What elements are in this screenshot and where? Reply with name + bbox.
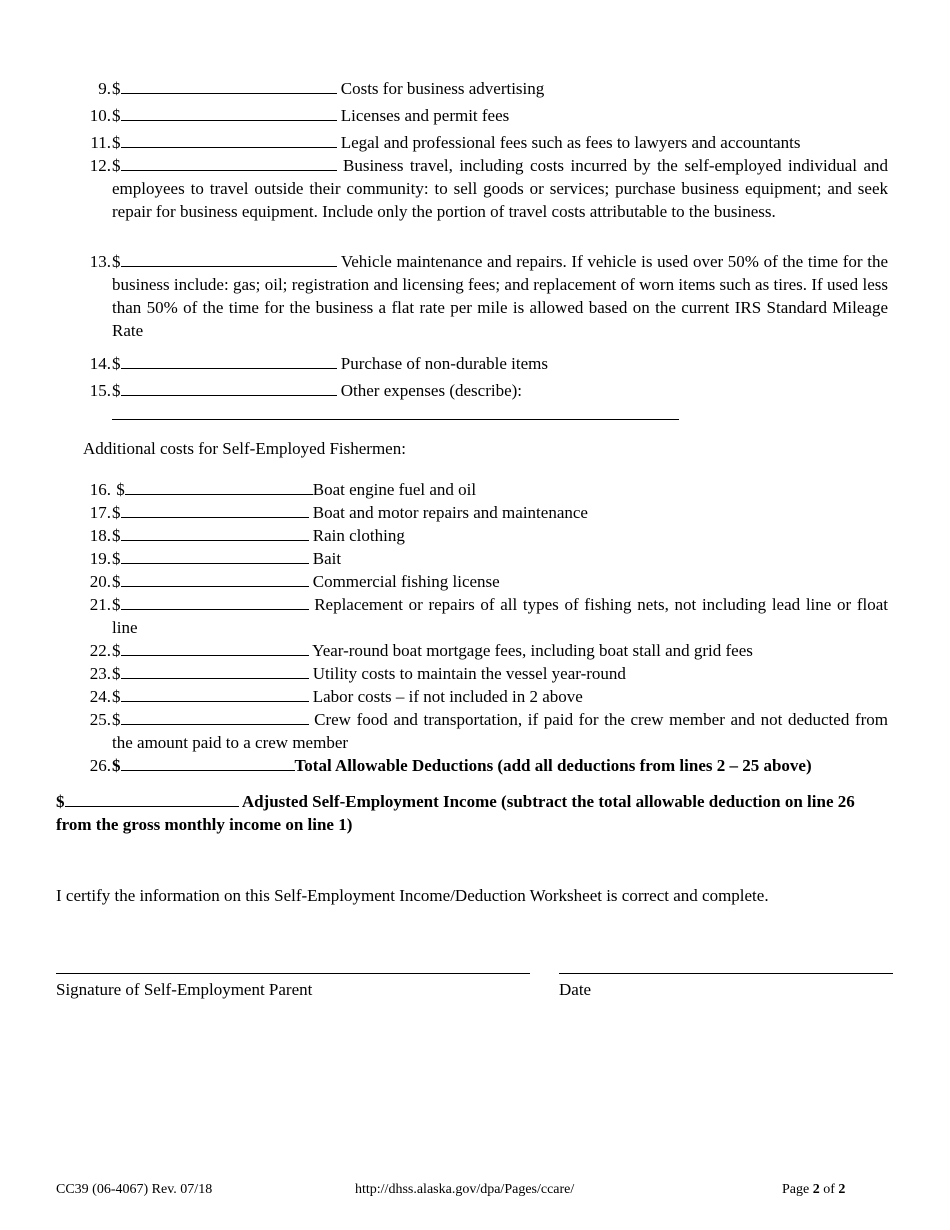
item-description: Purchase of non-durable items [340,354,548,373]
dollar-sign: $ [56,792,65,811]
item-number: 14. [89,354,111,373]
item-number: 9. [98,79,111,98]
dollar-sign: $ [112,549,121,568]
amount-field[interactable] [121,524,309,541]
line-item-9 [83,77,888,100]
line-item-12 [83,154,888,223]
dollar-sign: $ [112,595,121,614]
footer-url[interactable]: http://dhss.alaska.gov/dpa/Pages/ccare/ [355,1182,575,1197]
line-item-14 [83,352,888,375]
dollar-sign: $ [112,381,121,400]
amount-field[interactable] [121,104,337,121]
dollar-sign: $ [112,79,121,98]
dollar-sign: $ [112,526,121,545]
line-item-18 [83,524,888,547]
date-field[interactable] [559,973,893,974]
signature-field[interactable] [56,973,530,974]
amount-field[interactable] [121,662,309,679]
item-description: Boat and motor repairs and maintenance [312,503,588,522]
item-number: 19. [89,549,111,568]
line-item-22 [83,639,888,662]
adjusted-income-label: Adjusted Self-Employment Income (subtract the total allowable deduction on line 26 from the gross monthly income on line 1) [56,792,855,834]
dollar-sign: $ [112,687,121,706]
amount-field[interactable] [121,639,309,656]
line-item-15 [83,379,888,402]
item-number: 26. [89,756,111,775]
date-label: Date [559,980,592,999]
item-number: 13. [89,252,111,271]
line-item-10 [83,104,888,127]
amount-field[interactable] [121,570,309,587]
item-number: 20. [89,572,111,591]
dollar-sign: $ [112,133,121,152]
line-item-23 [83,662,888,685]
item-description: Commercial fishing license [312,572,500,591]
amount-field[interactable] [121,250,337,267]
item-description: Bait [312,549,342,568]
item-number: 16. [89,480,111,499]
item-number: 10. [89,106,111,125]
form-id: CC39 (06-4067) Rev. 07/18 [56,1182,213,1197]
amount-field[interactable] [121,77,337,94]
amount-field[interactable] [121,131,337,148]
item-description: Rain clothing [312,526,405,545]
dollar-sign: $ [112,572,121,591]
item-number: 17. [89,503,111,522]
page-prefix: Page [782,1182,810,1197]
dollar-sign: $ [112,756,121,775]
amount-field[interactable] [121,352,337,369]
item-description: Costs for business advertising [340,79,545,98]
item-description: Crew food and transportation, if paid for the crew member and not deducted from the amount paid to a crew member [112,710,888,752]
item-description: Legal and professional fees such as fees to lawyers and accountants [340,133,801,152]
adjusted-income-field[interactable] [65,790,239,807]
item-number: 23. [89,664,111,683]
line-item-21 [83,593,888,639]
item-number: 12. [89,156,111,175]
line-item-16 [83,478,888,501]
item-description: Business travel, including costs incurred by the self-employed individual and employees to travel outside their community: to sell goods or services; purchase business equipment; and seek repair for business equipment. Include only the portion of travel costs attributable to the business. [112,156,889,221]
item-number: 25. [89,710,111,729]
item-description: Licenses and permit fees [340,106,510,125]
line-item-13 [83,250,888,342]
total-deductions-label: Total Allowable Deductions (add all deductions from lines 2 – 25 above) [294,756,812,775]
item-description: Vehicle maintenance and repairs. If vehicle is used over 50% of the time for the business include: gas; oil; registration and licensing fees; and replacement of worn items such as tires. If used less than 50% of the time for the business a flat rate per mile is allowed based on the current IRS Standard Mileage Rate [112,252,888,340]
item-description: Boat engine fuel and oil [312,480,477,499]
amount-field[interactable] [121,685,309,702]
fishermen-section-heading: Additional costs for Self-Employed Fishermen: [83,439,406,458]
item-number: 15. [89,381,111,400]
dollar-sign: $ [112,710,121,729]
page-total: 2 [838,1182,846,1197]
amount-field[interactable] [121,501,309,518]
dollar-sign: $ [112,354,121,373]
amount-field[interactable] [125,478,313,495]
page-current: 2 [812,1182,820,1197]
dollar-sign: $ [116,480,125,499]
item-description: Labor costs – if not included in 2 above [312,687,583,706]
line-item-26 [83,754,888,777]
line-item-24 [83,685,888,708]
dollar-sign: $ [112,641,121,660]
adjusted-income-line [56,790,886,836]
item-number: 11. [90,133,111,152]
dollar-sign: $ [112,664,121,683]
line-item-11 [83,131,888,154]
item-description: Other expenses (describe): [340,381,523,400]
item-number: 22. [89,641,111,660]
amount-field[interactable] [121,154,337,171]
other-expenses-description-field[interactable] [112,419,679,420]
signature-label: Signature of Self-Employment Parent [56,980,313,999]
dollar-sign: $ [112,252,121,271]
dollar-sign: $ [112,106,121,125]
item-number: 21. [89,595,111,614]
dollar-sign: $ [112,156,121,175]
item-description: Year-round boat mortgage fees, including boat stall and grid fees [312,641,753,660]
amount-field[interactable] [121,547,309,564]
dollar-sign: $ [112,503,121,522]
page-of: of [823,1182,835,1197]
page-number [782,1181,845,1199]
item-number: 24. [89,687,111,706]
amount-field[interactable] [121,593,309,610]
amount-field[interactable] [121,708,309,725]
amount-field[interactable] [121,379,337,396]
item-number: 18. [89,526,111,545]
line-item-20 [83,570,888,593]
item-description: Replacement or repairs of all types of fishing nets, not including lead line or float line [112,595,889,637]
line-item-25 [83,708,888,754]
total-deductions-field[interactable] [121,754,295,771]
line-item-17 [83,501,888,524]
line-item-19 [83,547,888,570]
certification-statement: I certify the information on this Self-Employment Income/Deduction Worksheet is correct and complete. [56,886,769,905]
item-description: Utility costs to maintain the vessel year-round [312,664,626,683]
